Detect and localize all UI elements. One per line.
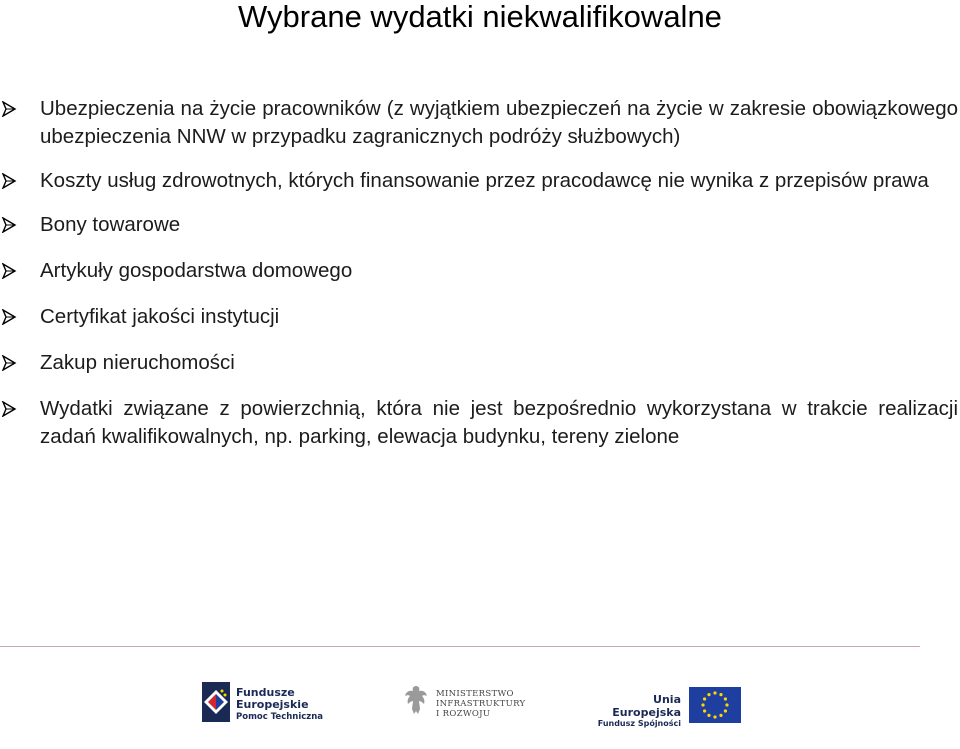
bullet-item	[0, 395, 960, 451]
bullet-text: Zakup nieruchomości	[40, 351, 235, 374]
logo-fundusze-europejskie	[202, 679, 342, 729]
fe-emblem-icon	[202, 682, 230, 722]
bullet-text: Certyfikat jakości instytucji	[40, 305, 280, 328]
ministry-line3: I ROZWOJU	[436, 709, 491, 719]
bullet-text: Bony towarowe	[40, 213, 181, 236]
logo-ministry	[402, 681, 542, 727]
arrow-bullet-icon	[1, 173, 17, 189]
bullet-item	[0, 95, 960, 151]
bullet-text: Wydatki związane z powierzchnią, która nie jest bezpośrednio wykorzystana w trakcie realizacji zadań kwalifikowalnych, np. parking, elewacja budynku, tereny zielone	[40, 397, 958, 448]
bullet-text: Ubezpieczenia na życie pracowników (z wyjątkiem ubezpieczeń na życie w zakresie obowiązkowego ubezpieczenia NNW w przypadku zagranicznych podróży służbowych)	[40, 97, 958, 148]
footer-logos	[176, 665, 758, 743]
arrow-bullet-icon	[1, 217, 17, 233]
eu-flag-icon	[689, 687, 741, 723]
arrow-bullet-icon	[1, 309, 17, 325]
bullet-item	[0, 303, 960, 331]
slide-title: Wybrane wydatki niekwalifikowalne	[238, 0, 722, 34]
eagle-emblem-icon	[402, 683, 430, 717]
arrow-bullet-icon	[1, 101, 17, 117]
arrow-bullet-icon	[1, 263, 17, 279]
eu-line1: Unia Europejska	[612, 693, 681, 719]
fe-line3: Pomoc Techniczna	[236, 712, 324, 722]
arrow-bullet-icon	[1, 401, 17, 417]
logo-eu	[591, 679, 751, 729]
bullet-item	[0, 211, 960, 239]
footer-divider	[0, 646, 920, 647]
bullet-list	[0, 95, 960, 467]
bullet-item	[0, 349, 960, 377]
fe-line1: Fundusze	[236, 686, 295, 699]
bullet-item	[0, 167, 960, 195]
eu-line2: Fundusz Spójności	[597, 719, 681, 728]
bullet-text: Artykuły gospodarstwa domowego	[40, 259, 353, 282]
bullet-item	[0, 257, 960, 285]
bullet-text: Koszty usług zdrowotnych, których finansowanie przez pracodawcę nie wynika z przepisów prawa	[40, 169, 929, 192]
arrow-bullet-icon	[1, 355, 17, 371]
fe-line2: Europejskie	[236, 698, 309, 711]
ministry-line2: INFRASTRUKTURY	[436, 699, 526, 709]
ministry-line1: MINISTERSTWO	[436, 689, 514, 699]
